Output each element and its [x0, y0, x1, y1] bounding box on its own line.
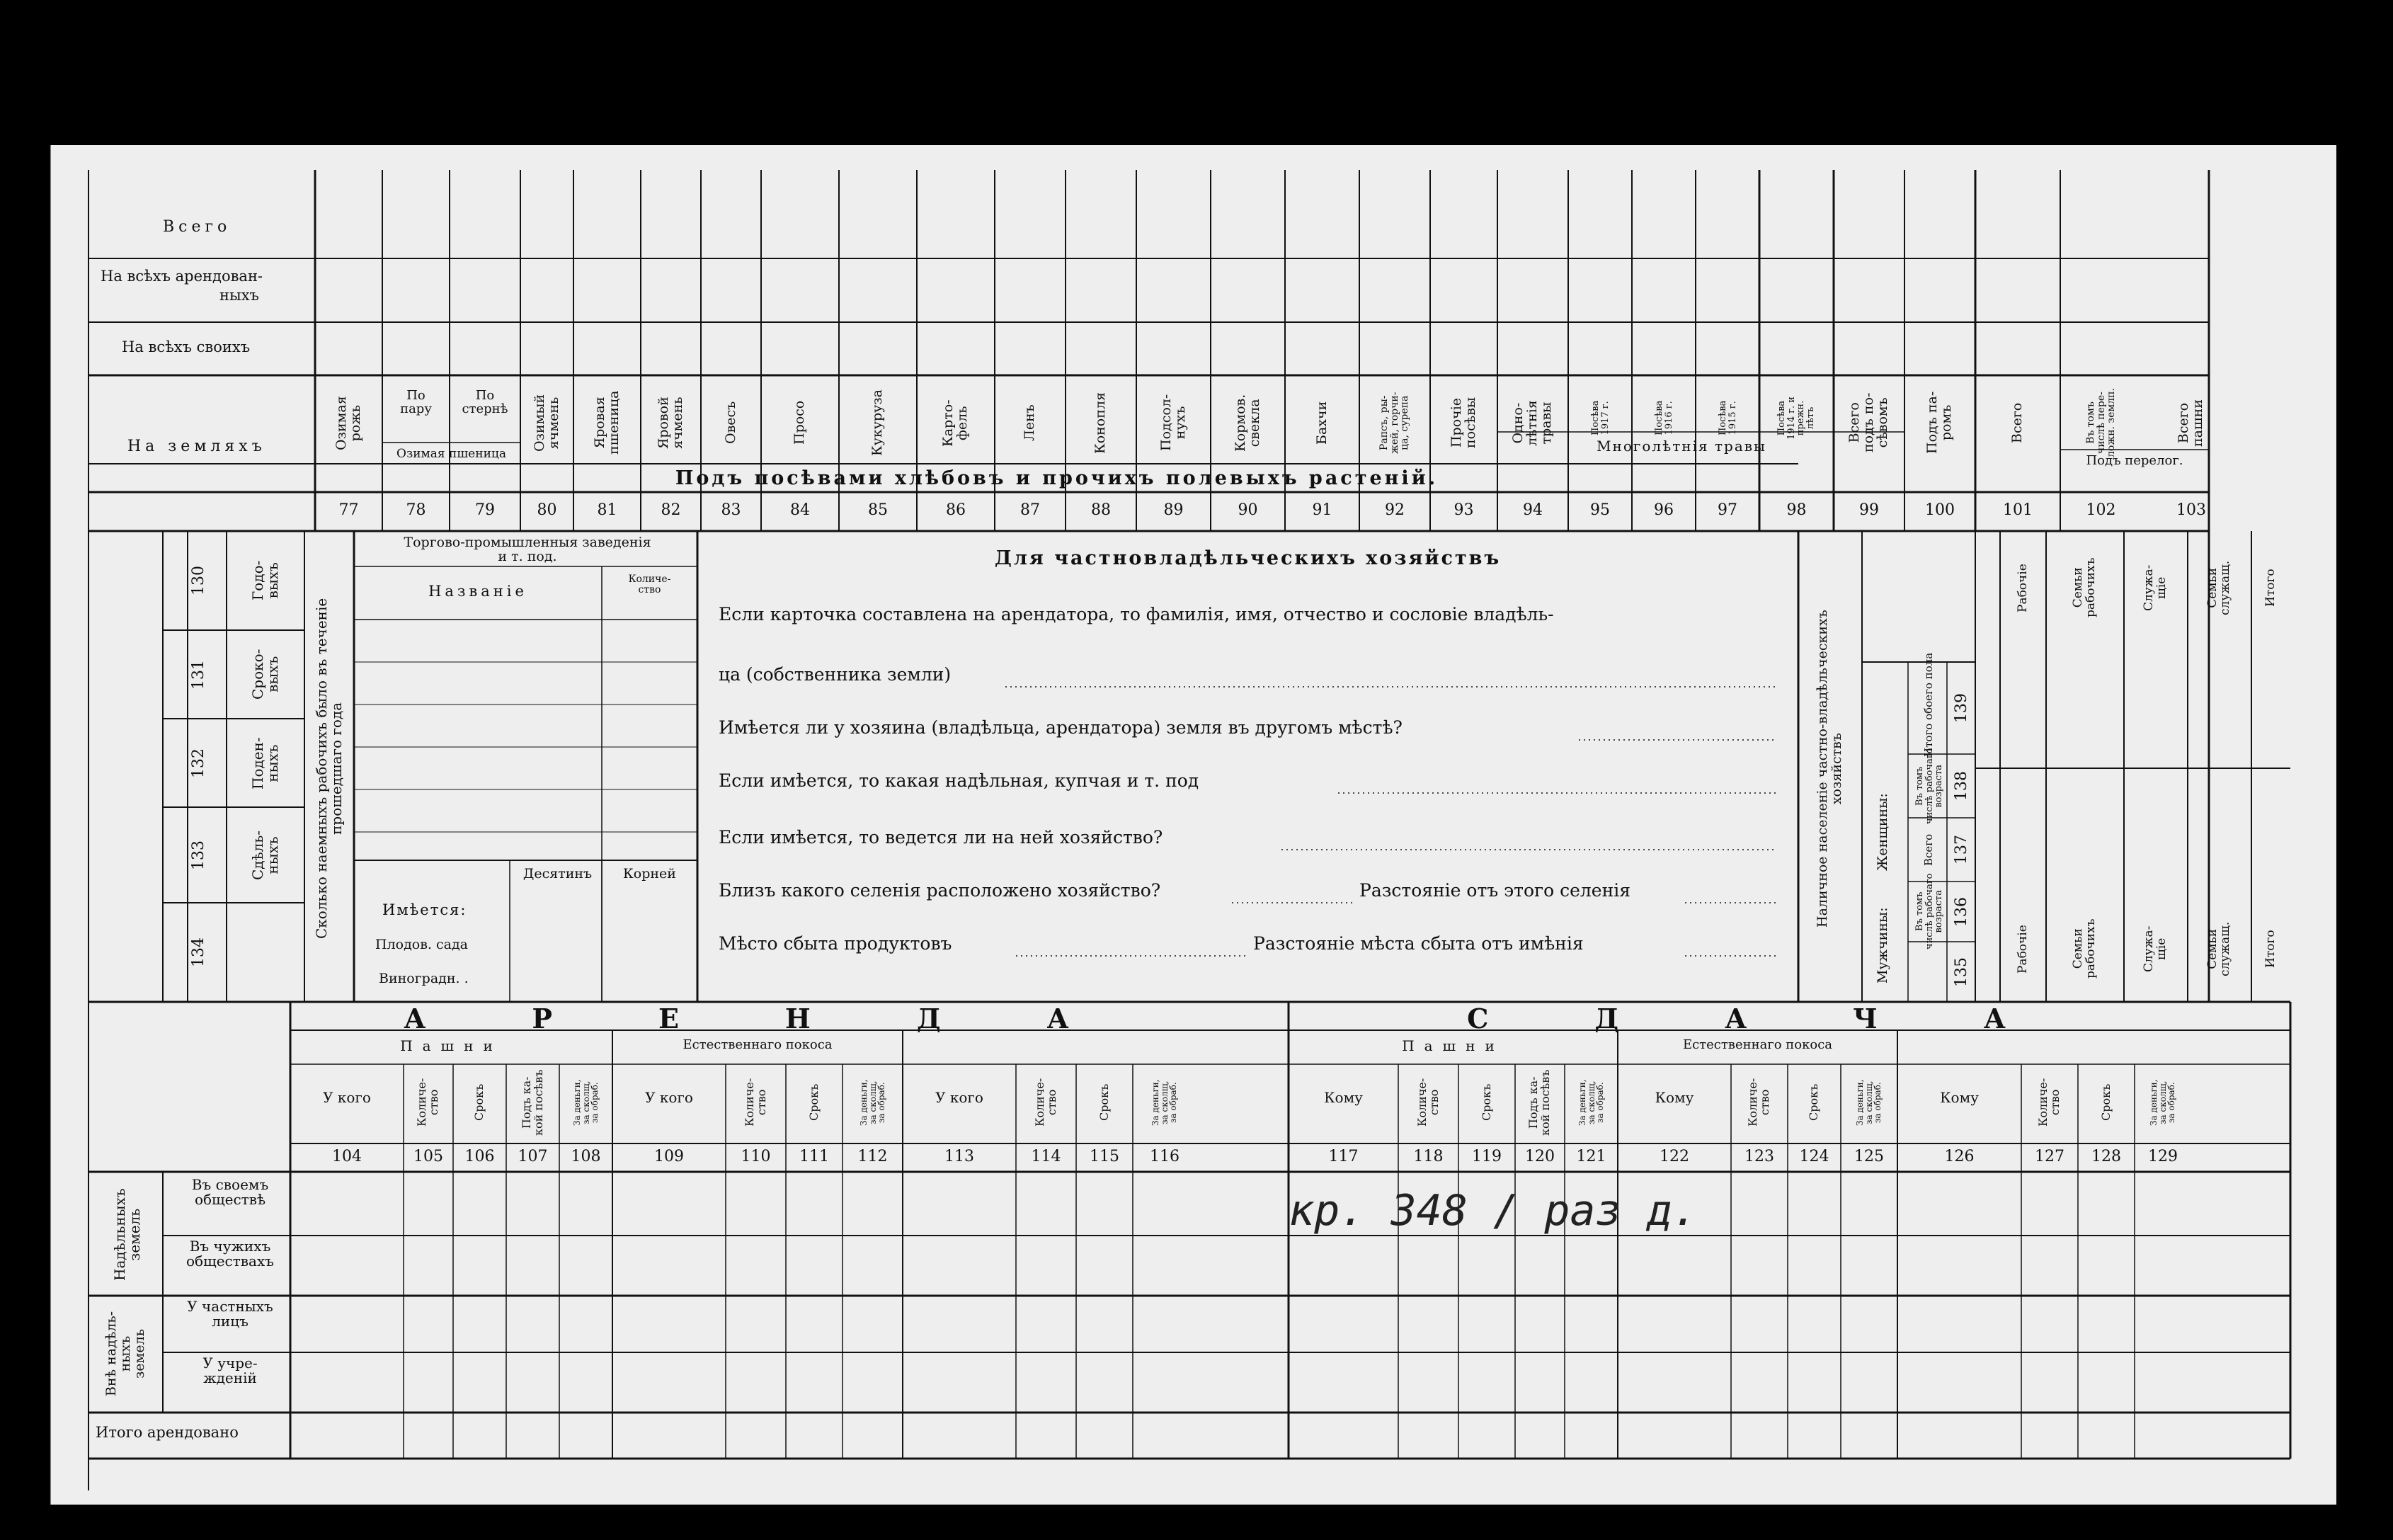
top-col-header: Яровой ячмень: [655, 397, 685, 449]
row-label-rented: На всѣхъ арендован-: [101, 268, 263, 285]
top-col-number: 84: [790, 501, 810, 519]
population-number: 137: [1952, 835, 1970, 865]
sdacha-col-number: 125: [1854, 1148, 1884, 1165]
arenda-col-number: 104: [332, 1148, 362, 1165]
top-col-number: 93: [1453, 501, 1474, 519]
top-col-number: 100: [1925, 501, 1955, 519]
women-label: Женщины:: [1875, 793, 1890, 871]
top-col-header: Подсол- нухъ: [1158, 394, 1188, 451]
top-col-header: Всего подъ по- сѣвомъ: [1846, 392, 1890, 452]
sdacha-hay-header: Естественнаго покоса: [1682, 1037, 1833, 1052]
right-col-header-top: Служа- щіе: [2142, 564, 2169, 611]
top-col-header: Яровая пшеница: [591, 390, 622, 455]
top-col-header: Конопля: [1092, 392, 1108, 454]
worker-type-label: Годо- выхъ: [249, 560, 281, 600]
top-col-number: 90: [1238, 501, 1258, 519]
sdacha-col-header: Срокъ: [2098, 1083, 2113, 1121]
question-owner-name: Если карточка составлена на арендатора, то фамилія, имя, отчество и сословіе владѣль-: [719, 604, 1554, 624]
arenda-col-number: 110: [741, 1148, 771, 1165]
men-working-age: Въ томъ числѣ рабочаго возраста: [1914, 873, 1944, 949]
top-col-header: Посѣва 1916 г.: [1653, 400, 1674, 435]
population-number: 136: [1952, 896, 1970, 927]
top-col-header: Посѣва 1914 г. и прежн. лѣтъ: [1776, 396, 1816, 440]
sdacha-col-number: 119: [1472, 1148, 1502, 1165]
arenda-plowland-header: Пашни: [400, 1037, 503, 1054]
top-col-header: Посѣва 1915 г.: [1717, 400, 1738, 435]
arenda-col-number: 112: [857, 1148, 888, 1165]
sdacha-plowland-header: Пашни: [1402, 1037, 1504, 1054]
private-persons-label: У частныхъ лицъ: [187, 1298, 273, 1330]
own-society-label: Въ своемъ обществѣ: [191, 1176, 269, 1208]
top-col-number: 82: [661, 501, 681, 519]
arenda-col-header: Срокъ: [1097, 1083, 1111, 1121]
arenda-col-number: 115: [1090, 1148, 1119, 1165]
top-col-number: 103: [2176, 501, 2206, 519]
top-col-header: Ленъ: [1022, 404, 1037, 441]
population-number: 138: [1952, 771, 1970, 801]
top-col-number: 87: [1020, 501, 1040, 519]
arenda-col-header: У кого: [323, 1089, 371, 1106]
top-col-header: По стернѣ: [462, 388, 508, 416]
top-col-header: Одно- лѣтнія травы: [1510, 399, 1554, 446]
arenda-col-header: Количе- ство: [1032, 1078, 1058, 1127]
sdacha-col-number: 129: [2148, 1148, 2178, 1165]
row-label-own: На всѣхъ своихъ: [122, 338, 251, 355]
top-col-number: 86: [946, 501, 966, 519]
men-label: Мужчины:: [1875, 907, 1890, 983]
population-number: 139: [1952, 693, 1970, 723]
trade-name-header: Названіе: [428, 583, 527, 600]
top-col-number: 79: [475, 501, 495, 519]
question-land-type: Если имѣется, то какая надѣльная, купчая и т. под: [719, 770, 1199, 791]
sdacha-col-header: Кому: [1655, 1089, 1694, 1106]
top-col-number: 91: [1312, 501, 1332, 519]
trade-header: Торгово-промышленныя заведенія и т. под.: [404, 535, 651, 564]
right-col-header-bottom: Рабочіе: [2015, 924, 2030, 974]
question-market: Мѣсто сбыта продуктовъ: [719, 933, 952, 954]
question-other-land: Имѣется ли у хозяина (владѣльца, арендатора) земля въ другомъ мѣстѣ?: [719, 717, 1403, 738]
sdacha-col-number: 126: [1944, 1148, 1975, 1165]
sdacha-col-header: За деньги, за сколщ, за обраб.: [2149, 1079, 2177, 1126]
arenda-col-number: 109: [654, 1148, 684, 1165]
top-col-number: 88: [1091, 501, 1111, 519]
arenda-col-number: 108: [571, 1148, 601, 1165]
question-market-distance: Разстояніе мѣста сбыта отъ имѣнія: [1253, 933, 1584, 954]
right-col-header-bottom: Семьи рабочихъ: [2071, 918, 2098, 979]
sdacha-col-header: Срокъ: [1807, 1083, 1820, 1121]
arenda-col-number: 113: [944, 1148, 974, 1165]
right-col-header-top: Итого: [2263, 569, 2278, 607]
worker-type-number: 131: [189, 659, 207, 690]
question-village-distance: Разстояніе отъ этого селенія: [1359, 880, 1631, 901]
sdacha-col-header: Подъ ка- кой посѣвъ: [1526, 1069, 1552, 1136]
arenda-col-header: За деньги, за сколщ, за обраб.: [571, 1079, 600, 1126]
worker-type-number: 133: [189, 840, 207, 870]
non-allotment-lands-label: Внѣ надѣль- ныхъ земель: [103, 1311, 147, 1396]
top-col-number: 96: [1654, 501, 1674, 519]
top-col-number: 94: [1523, 501, 1543, 519]
desyatin-header: Десятинъ: [522, 866, 593, 882]
top-col-header: Въ томъ числѣ пере- ложн. землп.: [2084, 388, 2117, 457]
row-label-rented-2: ныхъ: [219, 287, 259, 304]
sdacha-col-header: Количе- ство: [1746, 1078, 1771, 1127]
top-col-number: 95: [1590, 501, 1610, 519]
top-col-number: 77: [338, 501, 359, 519]
top-col-header: Озимая рожь: [333, 395, 363, 450]
arenda-col-header: Подъ ка- кой посѣвъ: [519, 1069, 545, 1136]
sdacha-col-number: 127: [2035, 1148, 2064, 1165]
sdacha-col-number: 123: [1744, 1148, 1774, 1165]
question-village: Близъ какого селенія расположено хозяйство?: [719, 880, 1161, 901]
row-label-lands: На земляхъ: [127, 438, 266, 455]
allotment-lands-label: Надѣльныхъ земель: [111, 1187, 143, 1281]
top-col-number: 99: [1859, 501, 1879, 519]
handwritten-note: кр. 348 / раз д.: [1289, 1186, 1698, 1236]
top-col-header: Озимый ячмень: [531, 394, 561, 452]
top-col-header: По пару: [400, 388, 432, 416]
both-sexes-total: Итого обоего пола: [1922, 652, 1935, 757]
top-col-number: 81: [597, 501, 617, 519]
right-col-header-top: Рабочіе: [2015, 563, 2030, 612]
arenda-col-header: Срокъ: [806, 1083, 821, 1121]
top-col-header: Всего пашни: [2176, 399, 2205, 447]
worker-type-number: 134: [189, 937, 207, 967]
arenda-col-header: За деньги, за сколщ, за обраб.: [1150, 1079, 1179, 1126]
top-col-number: 102: [2086, 501, 2116, 519]
orchard-label: Плодов. сада: [375, 937, 468, 952]
top-col-number: 92: [1385, 501, 1405, 519]
top-col-header: Прочіе посѣвы: [1448, 397, 1478, 448]
arenda-col-header: За деньги, за сколщ, за обраб.: [858, 1079, 886, 1126]
top-col-number: 78: [406, 501, 426, 519]
has-label: Имѣется:: [382, 901, 467, 918]
right-col-header-bottom: Семьи служащ.: [2205, 921, 2232, 976]
population-number: 135: [1952, 957, 1970, 987]
question-farming: Если имѣется, то ведется ли на ней хозяйство?: [719, 827, 1163, 848]
top-col-header: Посѣва 1917 г.: [1589, 400, 1611, 435]
sdacha-title: СДАЧА: [1467, 1003, 2112, 1034]
band-title: Подъ посѣвами хлѣбовъ и прочихъ полевыхъ растеній.: [675, 467, 1439, 489]
arenda-col-header: Срокъ: [472, 1083, 486, 1121]
question-owner-name-2: ца (собственника земли): [719, 664, 952, 685]
top-col-header: Всего: [2009, 402, 2025, 443]
arenda-col-number: 105: [413, 1148, 443, 1165]
sdacha-col-number: 118: [1413, 1148, 1444, 1165]
sdacha-col-number: 122: [1660, 1148, 1689, 1165]
sdacha-col-number: 121: [1576, 1148, 1606, 1165]
right-col-header-top: Семьи служащ.: [2205, 560, 2232, 615]
arenda-title: АРЕНДА: [404, 1003, 1175, 1034]
arenda-col-number: 106: [464, 1148, 495, 1165]
top-col-header: Просо: [792, 400, 807, 445]
arenda-hay-header: Естественнаго покоса: [683, 1037, 833, 1052]
other-society-label: Въ чужихъ обществахъ: [186, 1238, 274, 1270]
arenda-col-header: Количе- ство: [742, 1078, 768, 1127]
arenda-col-number: 107: [518, 1148, 548, 1165]
sdacha-col-number: 117: [1328, 1148, 1359, 1165]
census-card-sheet: [50, 145, 2336, 1505]
top-col-number: 101: [2003, 501, 2033, 519]
worker-type-number: 132: [189, 748, 207, 778]
sdacha-col-header: За деньги, за сколщ, за обраб.: [1577, 1079, 1605, 1126]
worker-type-label: Сроко- выхъ: [249, 649, 281, 700]
arenda-col-number: 116: [1150, 1148, 1180, 1165]
sdacha-col-number: 124: [1799, 1148, 1829, 1165]
winter-wheat-label: Озимая пшеница: [396, 447, 506, 461]
arenda-col-number: 111: [799, 1148, 829, 1165]
worker-type-label: Сдѣль- ныхъ: [249, 830, 281, 880]
sdacha-col-header: Кому: [1324, 1089, 1363, 1106]
perennial-grass-label: Многолѣтнія травы: [1597, 438, 1766, 455]
top-col-header: Рапсъ, ры- жей, горчи- ца, сурепа: [1378, 392, 1411, 454]
top-col-number: 85: [868, 501, 888, 519]
text-layer: [50, 145, 2336, 1505]
top-col-number: 80: [537, 501, 557, 519]
total-rented-label: Итого арендовано: [96, 1424, 239, 1441]
top-col-header: Кормов. свекла: [1232, 394, 1262, 452]
women-working-age: Въ томъ числѣ рабочаго возраста: [1914, 748, 1944, 824]
worker-type-number: 130: [189, 566, 207, 595]
sdacha-col-header: Количе- ство: [1415, 1078, 1441, 1127]
arenda-col-header: У кого: [645, 1089, 693, 1106]
korney-header: Корней: [623, 866, 676, 882]
sdacha-col-header: За деньги, за сколщ, за обраб.: [1855, 1079, 1883, 1126]
top-col-number: 98: [1786, 501, 1807, 519]
top-col-header: Кукуруза: [869, 389, 885, 456]
worker-type-label: Поден- ныхъ: [249, 736, 281, 789]
arenda-col-header: Количе- ство: [415, 1078, 440, 1127]
arenda-col-number: 114: [1031, 1148, 1061, 1165]
institutions-label: У учре- жденій: [202, 1354, 258, 1386]
sdacha-col-header: Кому: [1940, 1089, 1979, 1106]
vineyard-label: Виноградн. .: [379, 971, 469, 986]
women-total: Всего: [1922, 833, 1935, 866]
right-col-header-bottom: Итого: [2263, 930, 2278, 968]
top-col-header: Карто- фель: [940, 399, 970, 447]
fallow-label: Подъ перелог.: [2086, 453, 2183, 468]
right-col-header-top: Семьи рабочихъ: [2071, 557, 2098, 617]
right-col-header-bottom: Служа- щіе: [2142, 925, 2169, 972]
sdacha-col-header: Количе- ство: [2036, 1078, 2062, 1127]
top-col-header: Овесъ: [722, 401, 738, 444]
top-col-number: 83: [721, 501, 741, 519]
arenda-col-header: У кого: [935, 1089, 983, 1106]
trade-qty-header: Количе- ство: [628, 574, 671, 595]
hired-workers-question: Сколько наемныхъ рабочихъ было въ теченіе прошедшаго года: [313, 598, 345, 939]
sdacha-col-header: Срокъ: [1479, 1083, 1493, 1121]
top-col-number: 89: [1163, 501, 1184, 519]
sdacha-col-number: 120: [1525, 1148, 1555, 1165]
sdacha-col-number: 128: [2091, 1148, 2121, 1165]
top-col-number: 97: [1718, 501, 1737, 519]
private-title: Для частновладѣльческихъ хозяйствъ: [994, 547, 1502, 569]
top-col-header: Подъ па- ромъ: [1924, 391, 1954, 454]
population-label: Наличное населеніе частно-владѣльческихъ хозяйствъ: [1815, 609, 1844, 928]
top-col-header: Бахчи: [1313, 401, 1330, 445]
row-label-total: Всего: [163, 218, 232, 236]
